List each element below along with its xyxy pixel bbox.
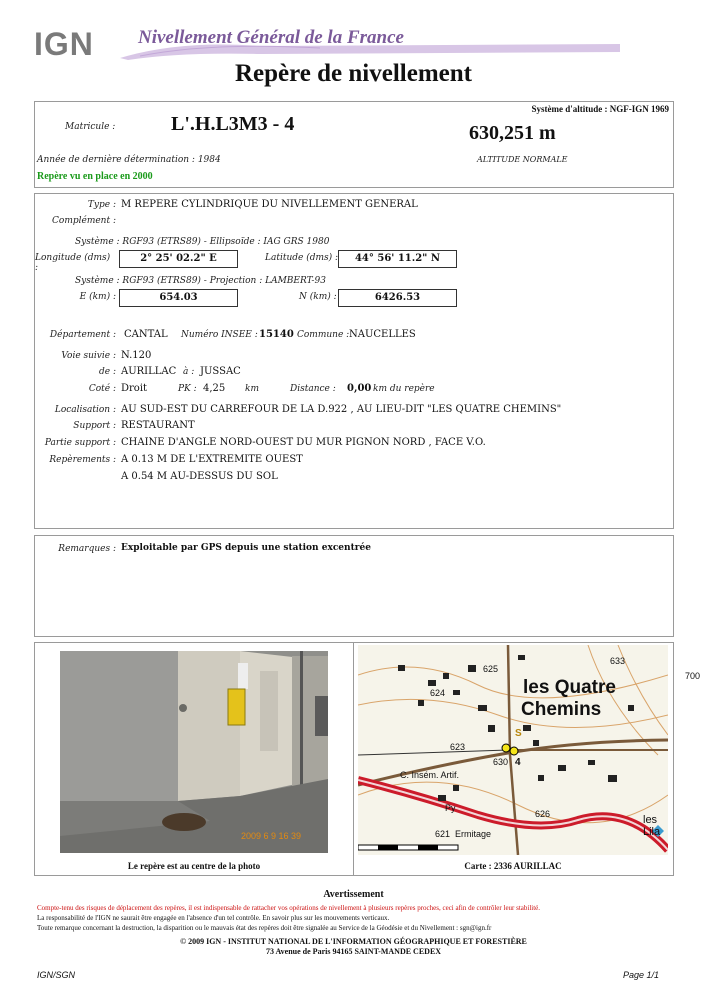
warning-title: Avertissement bbox=[323, 889, 384, 900]
localisation-label: Localisation : bbox=[54, 405, 116, 415]
contact-text: Toute remarque concernant la destruction, la disparition ou le mauvais état des repères doit être signalée au Service de la Géodésie et du Nivellement : sgn@ign.fr bbox=[37, 924, 492, 932]
identity-panel bbox=[34, 101, 674, 188]
map-label-cimetiere: C. Insém. Artif. bbox=[400, 770, 460, 780]
page-title: Repère de nivellement bbox=[235, 60, 472, 87]
map-label-621: 621 bbox=[435, 829, 451, 839]
cote-label: Coté : bbox=[88, 384, 116, 394]
departement-value: CANTAL bbox=[124, 329, 168, 340]
matricule-label: Matricule : bbox=[65, 122, 116, 132]
pk-value: 4,25 bbox=[203, 383, 226, 394]
cote-value: Droit bbox=[121, 383, 148, 394]
benchmark-photo bbox=[60, 651, 328, 853]
pk-label: PK : bbox=[178, 384, 197, 394]
map-label-700: 700 bbox=[685, 671, 701, 681]
de-value: AURILLAC bbox=[121, 366, 177, 377]
distance-unit: km du repère bbox=[373, 384, 435, 394]
support-label: Support : bbox=[73, 421, 116, 431]
reperements-label: Repèrements : bbox=[49, 455, 116, 465]
partie-support-value: CHAINE D'ANGLE NORD-OUEST DU MUR PIGNON NORD , FACE V.O. bbox=[121, 437, 486, 448]
seen-status: Repère vu en place en 2000 bbox=[37, 171, 153, 182]
media-panel bbox=[34, 642, 701, 876]
latitude-label: Latitude (dms) : bbox=[265, 253, 339, 263]
reperement-2: A 0.54 M AU-DESSUS DU SOL bbox=[121, 471, 278, 482]
map-label-630: 630 bbox=[493, 757, 509, 767]
voie-label: Voie suivie : bbox=[61, 351, 116, 361]
n-value: 6426.53 bbox=[338, 289, 457, 307]
insee-value: 15140 bbox=[259, 329, 294, 340]
map-label-s: S bbox=[515, 728, 522, 739]
commune-value: NAUCELLES bbox=[349, 329, 416, 340]
details-panel bbox=[34, 193, 674, 529]
system2-text: Système : RGF93 (ETRS89) - Projection : LAMBERT-93 bbox=[75, 276, 326, 286]
a-label: à : bbox=[183, 367, 195, 377]
type-value: M REPERE CYLINDRIQUE DU NIVELLEMENT GENERAL bbox=[121, 199, 418, 210]
warning-text: Compte-tenu des risques de déplacement des repères, il est indispensable de rattacher vos opérations de nivellement à plusieurs repères proches, ceci afin de contrôler leur stabilité. bbox=[37, 904, 541, 912]
ign-logo: IGN bbox=[34, 26, 94, 62]
photo-timestamp: 2009 6 9 16 39 bbox=[241, 831, 302, 841]
header-subtitle: Nivellement Général de la France bbox=[138, 27, 404, 48]
map-label-4: 4 bbox=[515, 757, 521, 768]
copyright: © 2009 IGN - INSTITUT NATIONAL DE L'INFORMATION GÉOGRAPHIQUE ET FORESTIÈRE bbox=[180, 937, 527, 946]
footer-left-tag: IGN/SGN bbox=[37, 970, 76, 980]
remarks-label: Remarques : bbox=[58, 544, 116, 554]
map-label-633: 633 bbox=[610, 656, 626, 666]
map-label-ermitage: Ermitage bbox=[455, 829, 492, 839]
distance-value: 0,00 bbox=[347, 383, 372, 394]
map-caption: Carte : 2336 AURILLAC bbox=[464, 861, 562, 871]
topographic-map bbox=[358, 645, 668, 855]
a-value: JUSSAC bbox=[200, 366, 241, 377]
map-label-lila: les Lila bbox=[643, 814, 661, 838]
responsibility-text: La responsabilité de l'IGN ne saurait être engagée en l'absence d'un tel contrôle. En savoir plus sur les mouvements verticaux. bbox=[37, 914, 390, 922]
altitude-value: 630,251 m bbox=[469, 122, 556, 144]
map-place-name-2: Chemins bbox=[521, 699, 602, 720]
remarks-panel bbox=[34, 535, 674, 637]
map-label-626: 626 bbox=[535, 809, 551, 819]
map-label-624: 624 bbox=[430, 688, 446, 698]
de-label: de : bbox=[99, 367, 116, 377]
page-number: Page 1/1 bbox=[622, 970, 659, 980]
reperement-1: A 0.13 M DE L'EXTREMITE OUEST bbox=[121, 454, 303, 465]
year-determination: Année de dernière détermination : 1984 bbox=[37, 155, 221, 165]
matricule-value: L'.H.L3M3 - 4 bbox=[171, 113, 295, 135]
map-label-625: 625 bbox=[483, 664, 499, 674]
commune-label: Commune : bbox=[297, 330, 350, 340]
distance-label: Distance : bbox=[290, 384, 336, 394]
support-value: RESTAURANT bbox=[121, 420, 195, 431]
map-place-name-1: les Quatre bbox=[523, 677, 616, 698]
remarks-value: Exploitable par GPS depuis une station excentrée bbox=[121, 543, 371, 553]
longitude-label: Longitude (dms) : bbox=[35, 253, 111, 273]
map-label-623: 623 bbox=[450, 742, 466, 752]
e-value: 654.03 bbox=[119, 289, 238, 307]
localisation-value: AU SUD-EST DU CARREFOUR DE LA D.922 , AU LIEU-DIT "LES QUATRE CHEMINS" bbox=[121, 404, 562, 415]
partie-support-label: Partie support : bbox=[44, 438, 116, 448]
e-label: E (km) : bbox=[79, 292, 116, 302]
map-label-py: Py bbox=[445, 803, 456, 813]
voie-value: N.120 bbox=[121, 350, 152, 361]
address: 73 Avenue de Paris 94165 SAINT-MANDE CEDEX bbox=[265, 947, 442, 956]
complement-label: Complément : bbox=[52, 216, 116, 226]
latitude-value: 44° 56' 11.2" N bbox=[338, 250, 457, 268]
photo-caption: Le repère est au centre de la photo bbox=[127, 861, 261, 871]
insee-label: Numéro INSEE : bbox=[181, 330, 258, 340]
media-divider bbox=[353, 643, 354, 875]
type-label: Type : bbox=[87, 200, 116, 210]
altitude-label: ALTITUDE NORMALE bbox=[477, 155, 568, 164]
altitude-system: Système d'altitude : NGF-IGN 1969 bbox=[531, 104, 669, 114]
n-label: N (km) : bbox=[299, 292, 337, 302]
pk-unit: km bbox=[245, 384, 259, 394]
departement-label: Département : bbox=[49, 330, 116, 340]
longitude-value: 2° 25' 02.2" E bbox=[119, 250, 238, 268]
system1-text: Système : RGF93 (ETRS89) - Ellipsoïde : IAG GRS 1980 bbox=[75, 237, 330, 247]
